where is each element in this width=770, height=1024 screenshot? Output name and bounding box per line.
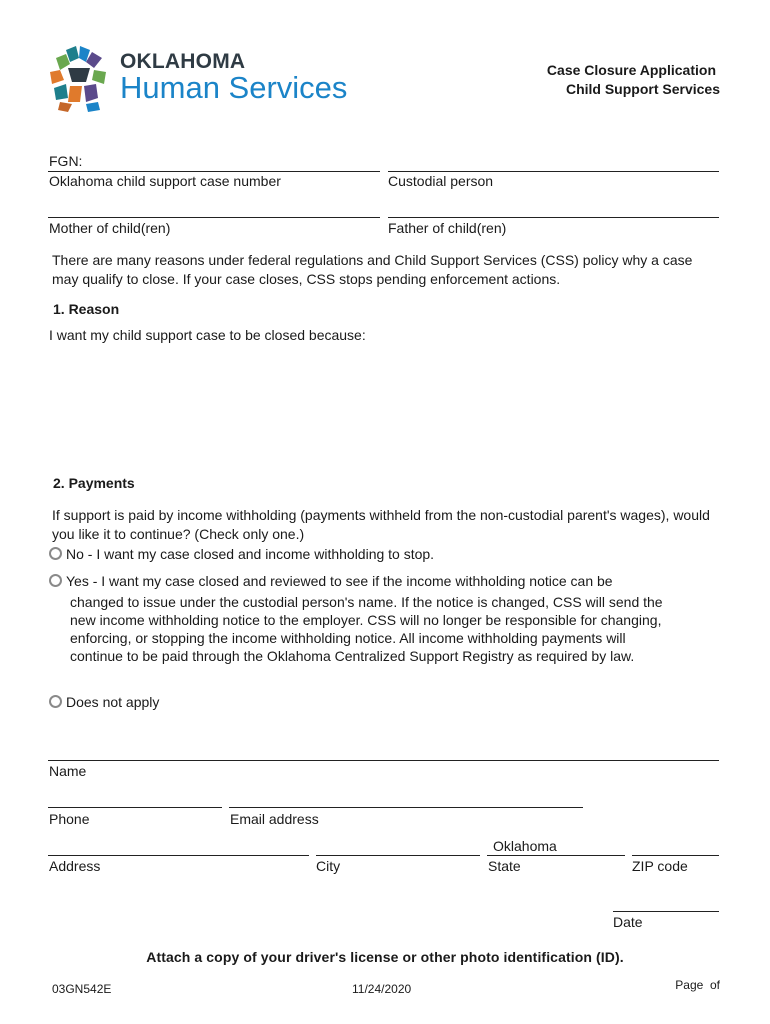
phone-field[interactable] <box>48 807 222 808</box>
custodial-person-label: Custodial person <box>388 173 494 189</box>
zip-label: ZIP code <box>632 858 688 874</box>
reason-prompt: I want my child support case to be closed because: <box>49 327 366 343</box>
name-field[interactable] <box>48 760 719 761</box>
date-label: Date <box>613 914 643 930</box>
address-label: Address <box>49 858 101 874</box>
option-yes-label: Yes - I want my case closed and reviewed to see if the income withholding notice can be <box>66 573 613 589</box>
form-code: 03GN542E <box>52 982 112 996</box>
fgn-label: FGN: <box>49 153 83 169</box>
case-number-label: Oklahoma child support case number <box>49 173 281 189</box>
document-title: Case Closure Application <box>546 62 716 78</box>
father-label: Father of child(ren) <box>388 220 507 236</box>
option-yes-detail: changed to issue under the custodial person's name. If the notice is changed, CSS will send the new income withholding notice to the employer. CSS will no longer be responsible for changing, enforcing, or stopping the income withholding notice. All income withholding payments will continue to be paid through the Oklahoma Centralized Support Registry as required by law. <box>70 594 663 664</box>
email-label: Email address <box>230 811 319 827</box>
phone-label: Phone <box>49 811 90 827</box>
intro-paragraph: There are many reasons under federal regulations and Child Support Services (CSS) policy why a case may qualify to close. If your case closes, CSS stops pending enforcement actions. <box>52 252 693 287</box>
option-no-label: No - I want my case closed and income withholding to stop. <box>66 546 435 562</box>
option-yes-radio[interactable] <box>49 574 62 587</box>
option-na-label: Does not apply <box>66 694 160 710</box>
page-number: Page of <box>675 978 720 992</box>
option-na-radio[interactable] <box>49 695 62 708</box>
mother-field[interactable] <box>48 217 380 218</box>
payments-question: If support is paid by income withholding (payments withheld from the non-custodial parent's wages), would you like it to continue? (Check only one.) <box>52 507 710 542</box>
address-field[interactable] <box>48 855 309 856</box>
document-subtitle: Child Support Services <box>565 81 720 97</box>
zip-field[interactable] <box>632 855 719 856</box>
email-field[interactable] <box>229 807 583 808</box>
father-field[interactable] <box>388 217 719 218</box>
city-field[interactable] <box>316 855 480 856</box>
reason-input-area[interactable] <box>48 348 720 463</box>
section1-heading: 1. Reason <box>53 301 120 317</box>
brand-top-text: OKLAHOMA <box>120 50 246 73</box>
attach-id-note: Attach a copy of your driver's license or other photo identification (ID). <box>146 949 624 965</box>
date-field[interactable] <box>613 911 719 912</box>
mother-label: Mother of child(ren) <box>49 220 171 236</box>
name-label: Name <box>49 763 87 779</box>
option-no-radio[interactable] <box>49 547 62 560</box>
state-field[interactable] <box>487 855 625 856</box>
agency-logo <box>46 44 112 114</box>
form-date: 11/24/2020 <box>352 982 412 996</box>
city-label: City <box>316 858 341 874</box>
brand-bottom-text: Human Services <box>120 70 348 105</box>
state-value: Oklahoma <box>493 838 557 854</box>
state-label: State <box>488 858 521 874</box>
logo-mark-icon <box>46 44 112 114</box>
section2-heading: 2. Payments <box>53 475 135 491</box>
